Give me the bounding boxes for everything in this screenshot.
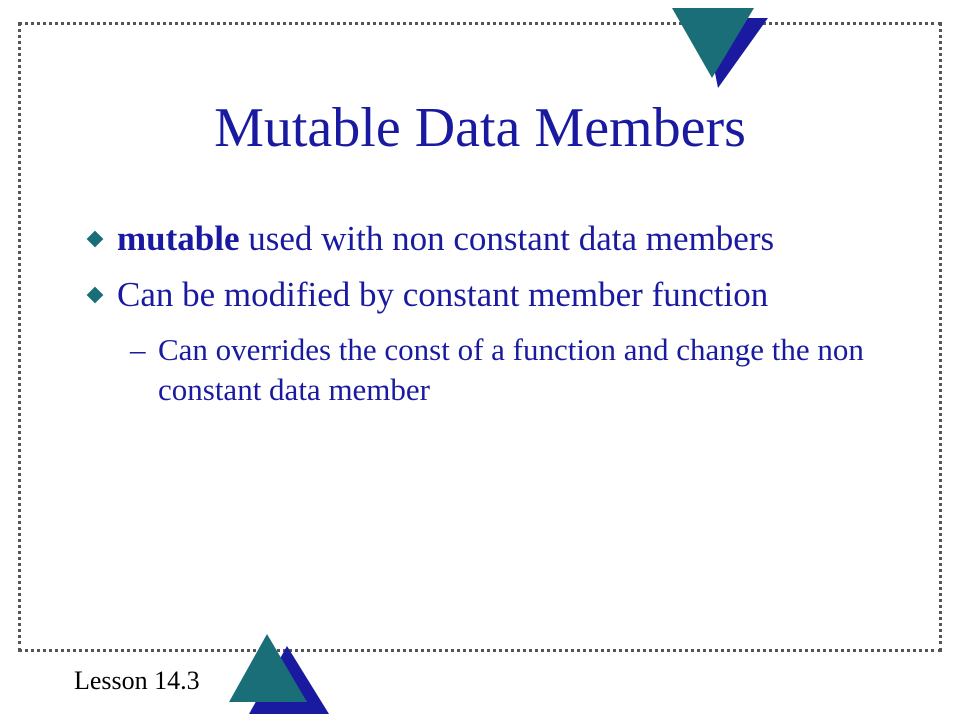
bullet-list [88, 218, 908, 410]
bullet-item-modified [88, 274, 908, 316]
dash-bullet-icon: – [130, 332, 146, 367]
sub-bullet-item [88, 330, 908, 410]
slide-title: Mutable Data Members [214, 97, 746, 159]
bullet-text: used with non constant data members [239, 219, 775, 258]
bullet-keyword: mutable [117, 219, 240, 258]
bottom-triangle-decoration [225, 630, 335, 720]
lesson-footer: Lesson 14.3 [74, 666, 200, 695]
bullet-text: Can be modified by constant member function [117, 275, 769, 314]
diamond-bullet-icon [87, 231, 104, 248]
top-triangle-decoration [660, 0, 780, 90]
sub-bullet-text: Can overrides the const of a function and change the non constant data member [158, 332, 864, 407]
bullet-item-mutable [88, 218, 908, 260]
diamond-bullet-icon [87, 287, 104, 304]
